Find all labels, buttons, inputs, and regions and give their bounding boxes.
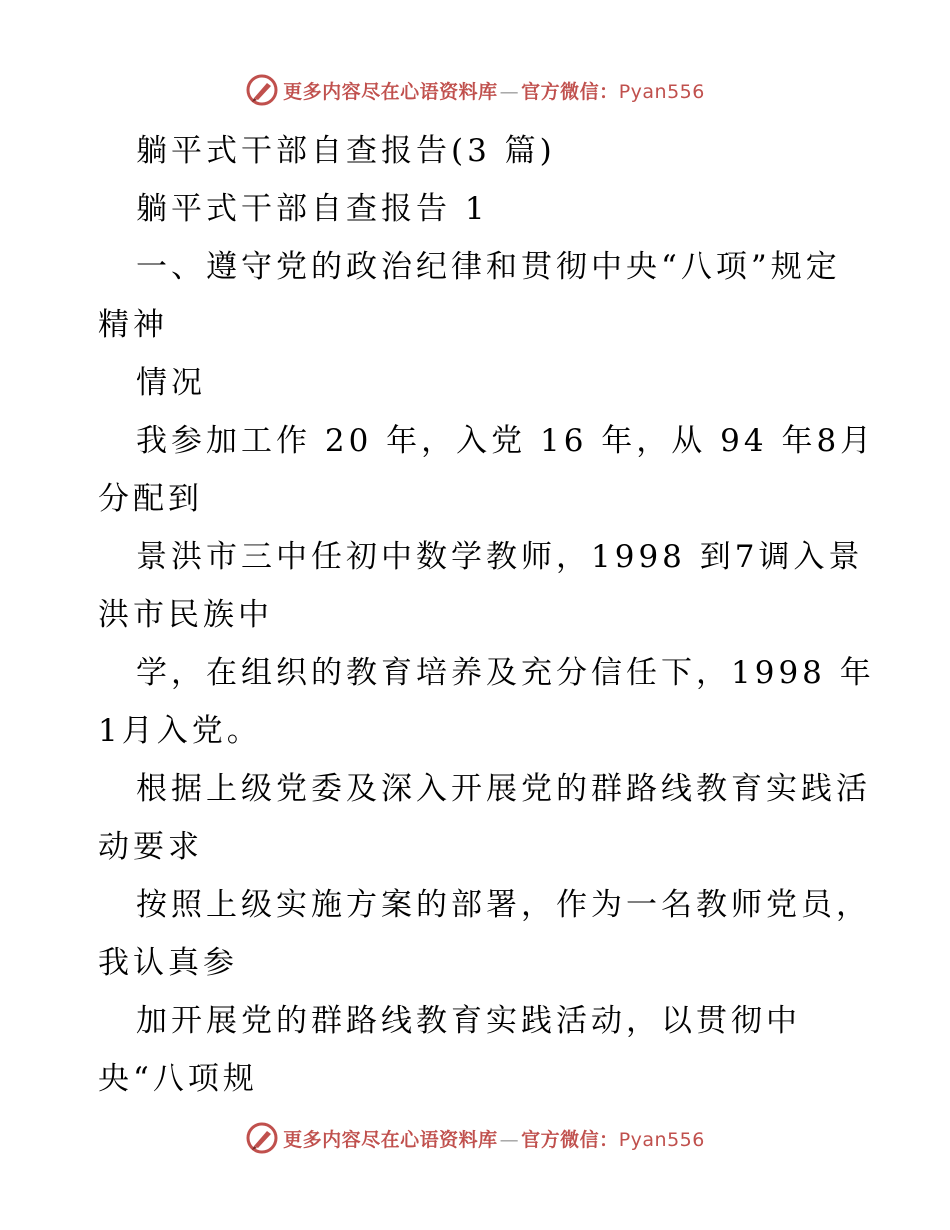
- paragraph-line: 精神: [98, 307, 168, 343]
- paragraph-line: 根据上级党委及深入开展党的群路线教育实践活: [136, 771, 871, 807]
- banner-wechat-id: Pyan556: [618, 80, 705, 103]
- paragraph-line: 一、遵守党的政治纪律和贯彻中央“八项”规定: [136, 249, 841, 285]
- banner-text: [283, 77, 705, 104]
- banner-wechat-label: 官方微信：: [521, 80, 619, 103]
- paragraph-line: 情况: [136, 365, 206, 401]
- paragraph-line: 我参加工作 20 年，入党 16 年，从 94 年8月: [136, 423, 876, 459]
- banner-separator: —: [499, 1128, 520, 1151]
- banner-text: [283, 1125, 705, 1152]
- paragraph-line: 加开展党的群路线教育实践活动，以贯彻中: [136, 1003, 801, 1039]
- paragraph-line: 分配到: [98, 481, 203, 517]
- document-subtitle: 躺平式干部自查报告 1: [136, 191, 489, 227]
- paragraph-line: 我认真参: [98, 945, 238, 981]
- banner-site-text: 更多内容尽在心语资料库: [283, 80, 498, 103]
- footer-banner: [0, 1116, 950, 1160]
- document-body: [98, 122, 876, 1108]
- paragraph-line: 景洪市三中任初中数学教师，1998 到7调入景: [136, 539, 864, 575]
- banner-wechat-id: Pyan556: [618, 1128, 705, 1151]
- header-banner: [0, 68, 950, 112]
- pen-logo-icon: [245, 73, 279, 107]
- document-title: 躺平式干部自查报告(3 篇): [136, 133, 556, 169]
- paragraph-line: 动要求: [98, 829, 203, 865]
- paragraph-line: 央“八项规: [98, 1061, 258, 1097]
- banner-separator: —: [499, 80, 520, 103]
- paragraph-line: 洪市民族中: [98, 597, 273, 633]
- paragraph-line: 1月入党。: [98, 713, 262, 749]
- banner-site-text: 更多内容尽在心语资料库: [283, 1128, 498, 1151]
- banner-wechat-label: 官方微信：: [521, 1128, 619, 1151]
- pen-logo-icon: [245, 1121, 279, 1155]
- paragraph-line: 按照上级实施方案的部署，作为一名教师党员，: [136, 887, 871, 923]
- paragraph-line: 学，在组织的教育培养及充分信任下，1998 年: [136, 655, 875, 691]
